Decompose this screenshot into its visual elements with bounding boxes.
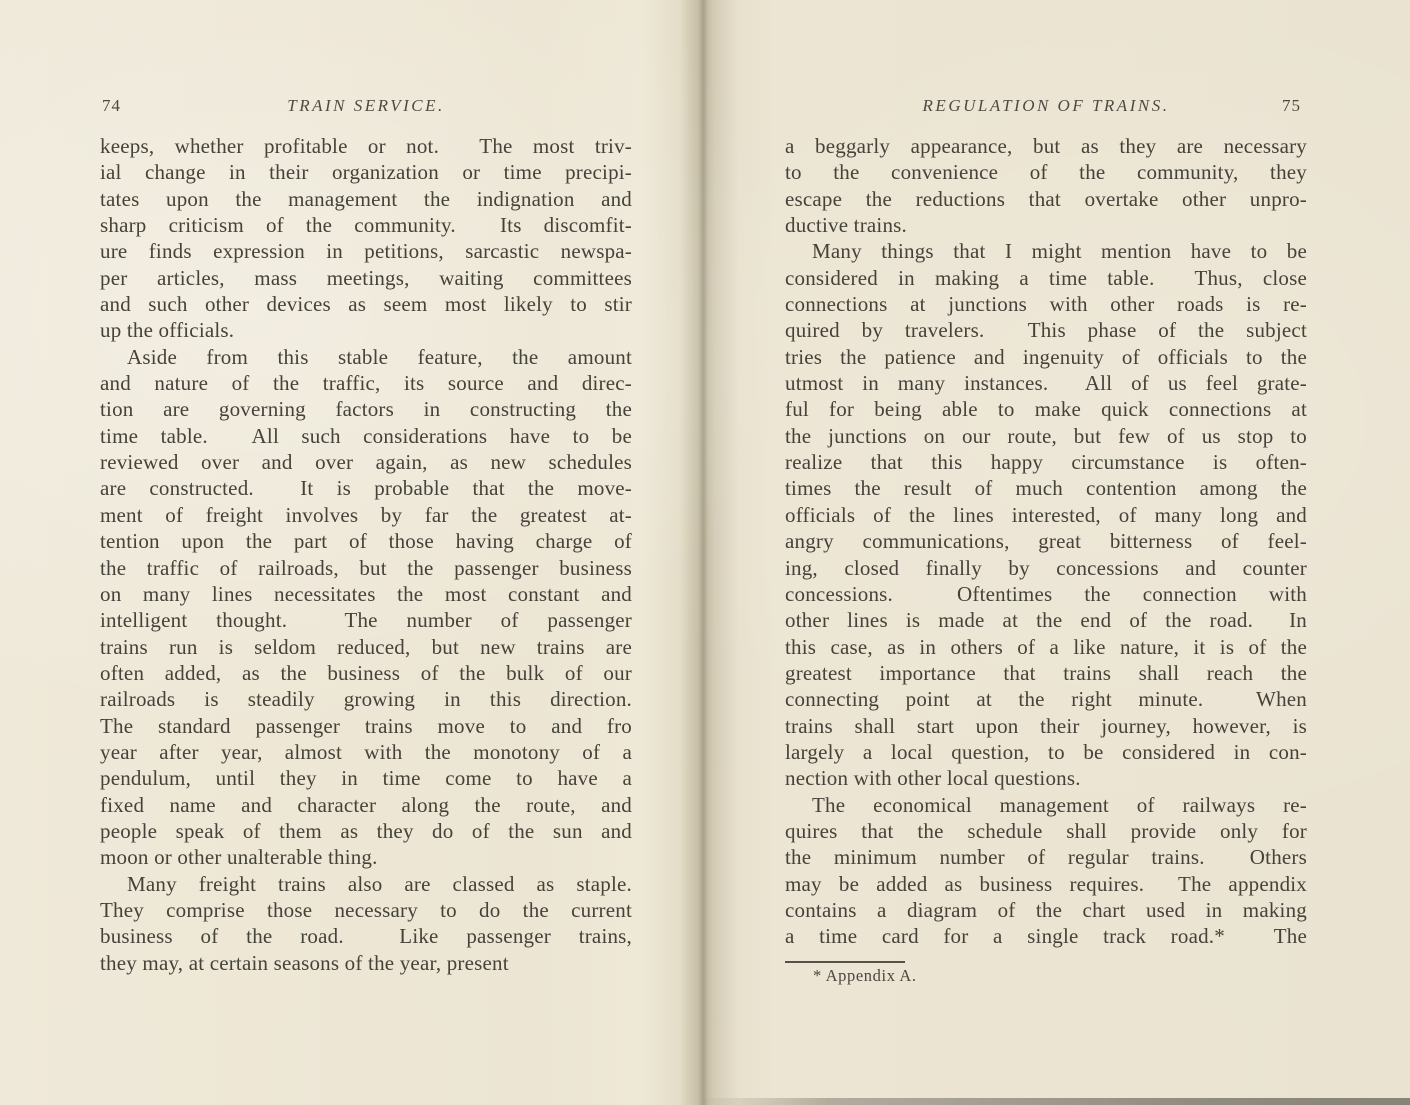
text-line: on many lines necessitates the most constant and: [100, 581, 632, 606]
text-line: are constructed. It is probable that the move-: [100, 476, 632, 501]
text-line: a beggarly appearance, but as they are necessary: [785, 134, 1307, 158]
text-line: largely a local question, to be considered in con-: [785, 739, 1307, 764]
text-line: trains run is seldom reduced, but new trains are: [100, 634, 632, 659]
text-line: escape the reductions that overtake other unpro-: [785, 186, 1307, 211]
text-line: Aside from this stable feature, the amount: [127, 344, 632, 369]
text-line: people speak of them as they do of the sun and: [100, 818, 632, 843]
text-line: they may, at certain seasons of the year, present: [100, 950, 509, 975]
text-line: other lines is made at the end of the road. In: [785, 608, 1307, 633]
text-line: considered in making a time table. Thus, close: [785, 265, 1307, 290]
text-line: keeps, whether profitable or not. The most triv-: [100, 134, 632, 158]
text-line: ful for being able to make quick connections at: [785, 397, 1307, 422]
text-line: nection with other local questions.: [785, 766, 1081, 791]
text-line: realize that this happy circumstance is often-: [785, 450, 1307, 475]
text-line: reviewed over and over again, as new schedules: [100, 450, 632, 475]
text-line: the traffic of railroads, but the passenger business: [100, 555, 632, 580]
text-line: sharp criticism of the community. Its discomfit-: [100, 213, 632, 238]
text-line: time table. All such considerations have to be: [100, 423, 632, 448]
text-line: The standard passenger trains move to and fro: [100, 713, 632, 738]
text-line: up the officials.: [100, 318, 235, 343]
text-line: Many freight trains also are classed as staple.: [127, 871, 632, 896]
book-bottom-edge-shadow: [700, 1098, 1410, 1105]
running-head-left: TRAIN SERVICE.: [287, 96, 445, 115]
text-line: quires that the schedule shall provide only for: [785, 818, 1307, 843]
text-line: officials of the lines interested, of many long and: [785, 502, 1307, 527]
text-line: They comprise those necessary to do the current: [100, 897, 632, 922]
left-running-header: [100, 96, 632, 120]
text-line: angry communications, great bitterness of feel-: [785, 529, 1307, 554]
text-line: times the result of much contention among the: [785, 476, 1307, 501]
text-line: the minimum number of regular trains. Others: [785, 845, 1307, 870]
text-line: pendulum, until they in time come to have a: [100, 766, 632, 791]
page-number-right: 75: [1282, 96, 1301, 115]
text-line: to the convenience of the community, they: [785, 160, 1307, 185]
text-line: tries the patience and ingenuity of officials to the: [785, 344, 1307, 369]
text-line: quired by travelers. This phase of the subject: [785, 318, 1307, 343]
footnote-rule: [785, 961, 905, 963]
text-line: and nature of the traffic, its source and direc-: [100, 371, 632, 396]
page-gutter-shadow: [698, 0, 708, 1105]
text-line: a time card for a single track road.* The: [785, 924, 1307, 949]
text-line: this case, as in others of a like nature, it is of the: [785, 634, 1307, 659]
text-line: and such other devices as seem most likely to stir: [100, 292, 632, 317]
text-line: intelligent thought. The number of passenger: [100, 608, 632, 633]
text-line: tion are governing factors in constructing the: [100, 397, 632, 422]
text-line: may be added as business requires. The appendix: [785, 871, 1307, 896]
text-line: utmost in many instances. All of us feel grate-: [785, 371, 1307, 396]
text-line: The economical management of railways re-: [812, 792, 1307, 817]
text-line: ductive trains.: [785, 213, 907, 238]
text-line: railroads is steadily growing in this direction.: [100, 687, 632, 712]
text-line: per articles, mass meetings, waiting committees: [100, 265, 632, 290]
text-line: contains a diagram of the chart used in making: [785, 897, 1307, 922]
text-line: fixed name and character along the route, and: [100, 792, 632, 817]
text-line: ure finds expression in petitions, sarcastic newspa-: [100, 239, 632, 264]
right-page-text-block: [785, 133, 1307, 950]
text-line: moon or other unalterable thing.: [100, 845, 378, 870]
text-line: tates upon the management the indignation and: [100, 186, 632, 211]
text-line: often added, as the business of the bulk of our: [100, 660, 632, 685]
text-line: connecting point at the right minute. When: [785, 687, 1307, 712]
right-running-header: [785, 96, 1307, 120]
text-line: connections at junctions with other roads is re-: [785, 292, 1307, 317]
text-line: business of the road. Like passenger trains,: [100, 924, 632, 949]
text-line: ial change in their organization or time precipi-: [100, 160, 632, 185]
text-line: greatest importance that trains shall reach the: [785, 660, 1307, 685]
text-line: the junctions on our route, but few of us stop to: [785, 423, 1307, 448]
left-page-text-block: [100, 133, 632, 976]
text-line: concessions. Oftentimes the connection with: [785, 581, 1307, 606]
footnote: * Appendix A.: [813, 966, 917, 985]
right-page: [705, 0, 1410, 1105]
text-line: ing, closed finally by concessions and counter: [785, 555, 1307, 580]
text-line: tention upon the part of those having charge of: [100, 529, 632, 554]
page-number-left: 74: [102, 96, 121, 115]
text-line: ment of freight involves by far the greatest at-: [100, 502, 632, 527]
running-head-right: REGULATION OF TRAINS.: [922, 96, 1170, 115]
text-line: year after year, almost with the monotony of a: [100, 739, 632, 764]
text-line: Many things that I might mention have to be: [812, 239, 1307, 264]
text-line: trains shall start upon their journey, however, is: [785, 713, 1307, 738]
